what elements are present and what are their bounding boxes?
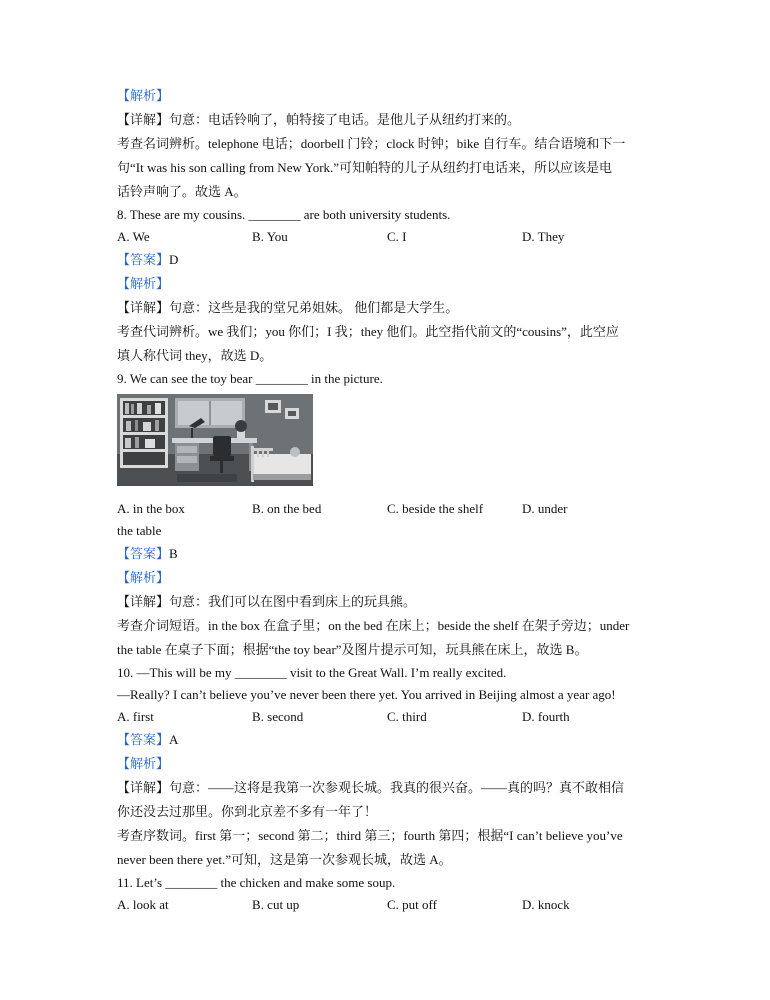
question-11: 11. Let’s ________ the chicken and make some soup. [117,875,396,890]
question-11-options [117,894,657,916]
analysis-heading: 【解析】 [117,570,170,585]
question-10-options [117,706,657,728]
question-10-line-1: 10. —This will be my ________ visit to the Great Wall. I’m really excited. [117,665,507,680]
option-a: A. We [117,229,150,244]
option-b: B. second [252,709,304,724]
option-c: C. I [387,229,407,244]
question-9-options [117,498,657,520]
option-d: D. under [522,501,568,516]
detail-text: 【详解】句意：这些是我的堂兄弟姐妹。 他们都是大学生。 [117,300,459,315]
answer-text: 【答案】A [117,732,179,747]
explanation-text: 句“It was his son calling from New York.”可知帕特的儿子从纽约打电话来，所以应该是电 [117,160,613,175]
option-a: A. in the box [117,501,185,516]
explanation-text: 考查名词辨析。telephone 电话；doorbell 门铃；clock 时钟；bike 自行车。结合语境和下一 [117,136,626,151]
analysis-heading: 【解析】 [117,276,170,291]
option-d: D. fourth [522,709,570,724]
option-d: D. knock [522,897,570,912]
option-c: C. third [387,709,427,724]
answer-line [117,542,657,566]
question-9: 9. We can see the toy bear ________ in the picture. [117,371,383,386]
answer-text: 【答案】B [117,546,178,561]
room-picture [117,394,313,486]
document-page [117,84,657,916]
option-b: B. cut up [252,897,300,912]
detail-text: 【详解】句意：电话铃响了，帕特接了电话。是他儿子从纽约打来的。 [117,112,521,127]
explanation-text: 话铃声响了。故选 A。 [117,184,247,199]
option-d: D. They [522,229,565,244]
analysis-heading: 【解析】 [117,756,170,771]
option-a: A. look at [117,897,169,912]
answer-line [117,728,657,752]
analysis-heading: 【解析】 [117,88,170,103]
detail-text: 你还没去过那里。你到北京差不多有一年了！ [117,804,378,819]
explanation-text: 考查代词辨析。we 我们；you 你们；I 我；they 他们。此空指代前文的“cousins”，此空应 [117,324,619,339]
bedroom-illustration [117,394,313,486]
option-a: A. first [117,709,154,724]
detail-text: 【详解】句意：我们可以在图中看到床上的玩具熊。 [117,594,417,609]
explanation-text: the table 在桌子下面；根据“the toy bear”及图片提示可知，玩具熊在床上，故选 B。 [117,642,588,657]
option-c: C. put off [387,897,437,912]
answer-line [117,248,657,272]
detail-text: 【详解】句意：——这将是我第一次参观长城。我真的很兴奋。——真的吗？真不敢相信 [117,780,625,795]
option-c: C. beside the shelf [387,501,484,516]
option-b: B. on the bed [252,501,322,516]
question-10-line-2: —Really? I can’t believe you’ve never been there yet. You arrived in Beijing almost a year ago! [117,687,616,702]
explanation-text: never been there yet.”可知，这是第一次参观长城，故选 A。 [117,852,452,867]
question-8-options [117,226,657,248]
explanation-text: 填人称代词 they，故选 D。 [117,348,273,363]
answer-text: 【答案】D [117,252,179,267]
question-8: 8. These are my cousins. ________ are both university students. [117,207,451,222]
explanation-text: 考查序数词。first 第一；second 第二；third 第三；fourth 第四；根据“I can’t believe you’ve [117,828,623,843]
explanation-text: 考查介词短语。in the box 在盒子里；on the bed 在床上；beside the shelf 在架子旁边；under [117,618,630,633]
option-d-wrap: the table [117,523,162,538]
option-b: B. You [252,229,288,244]
